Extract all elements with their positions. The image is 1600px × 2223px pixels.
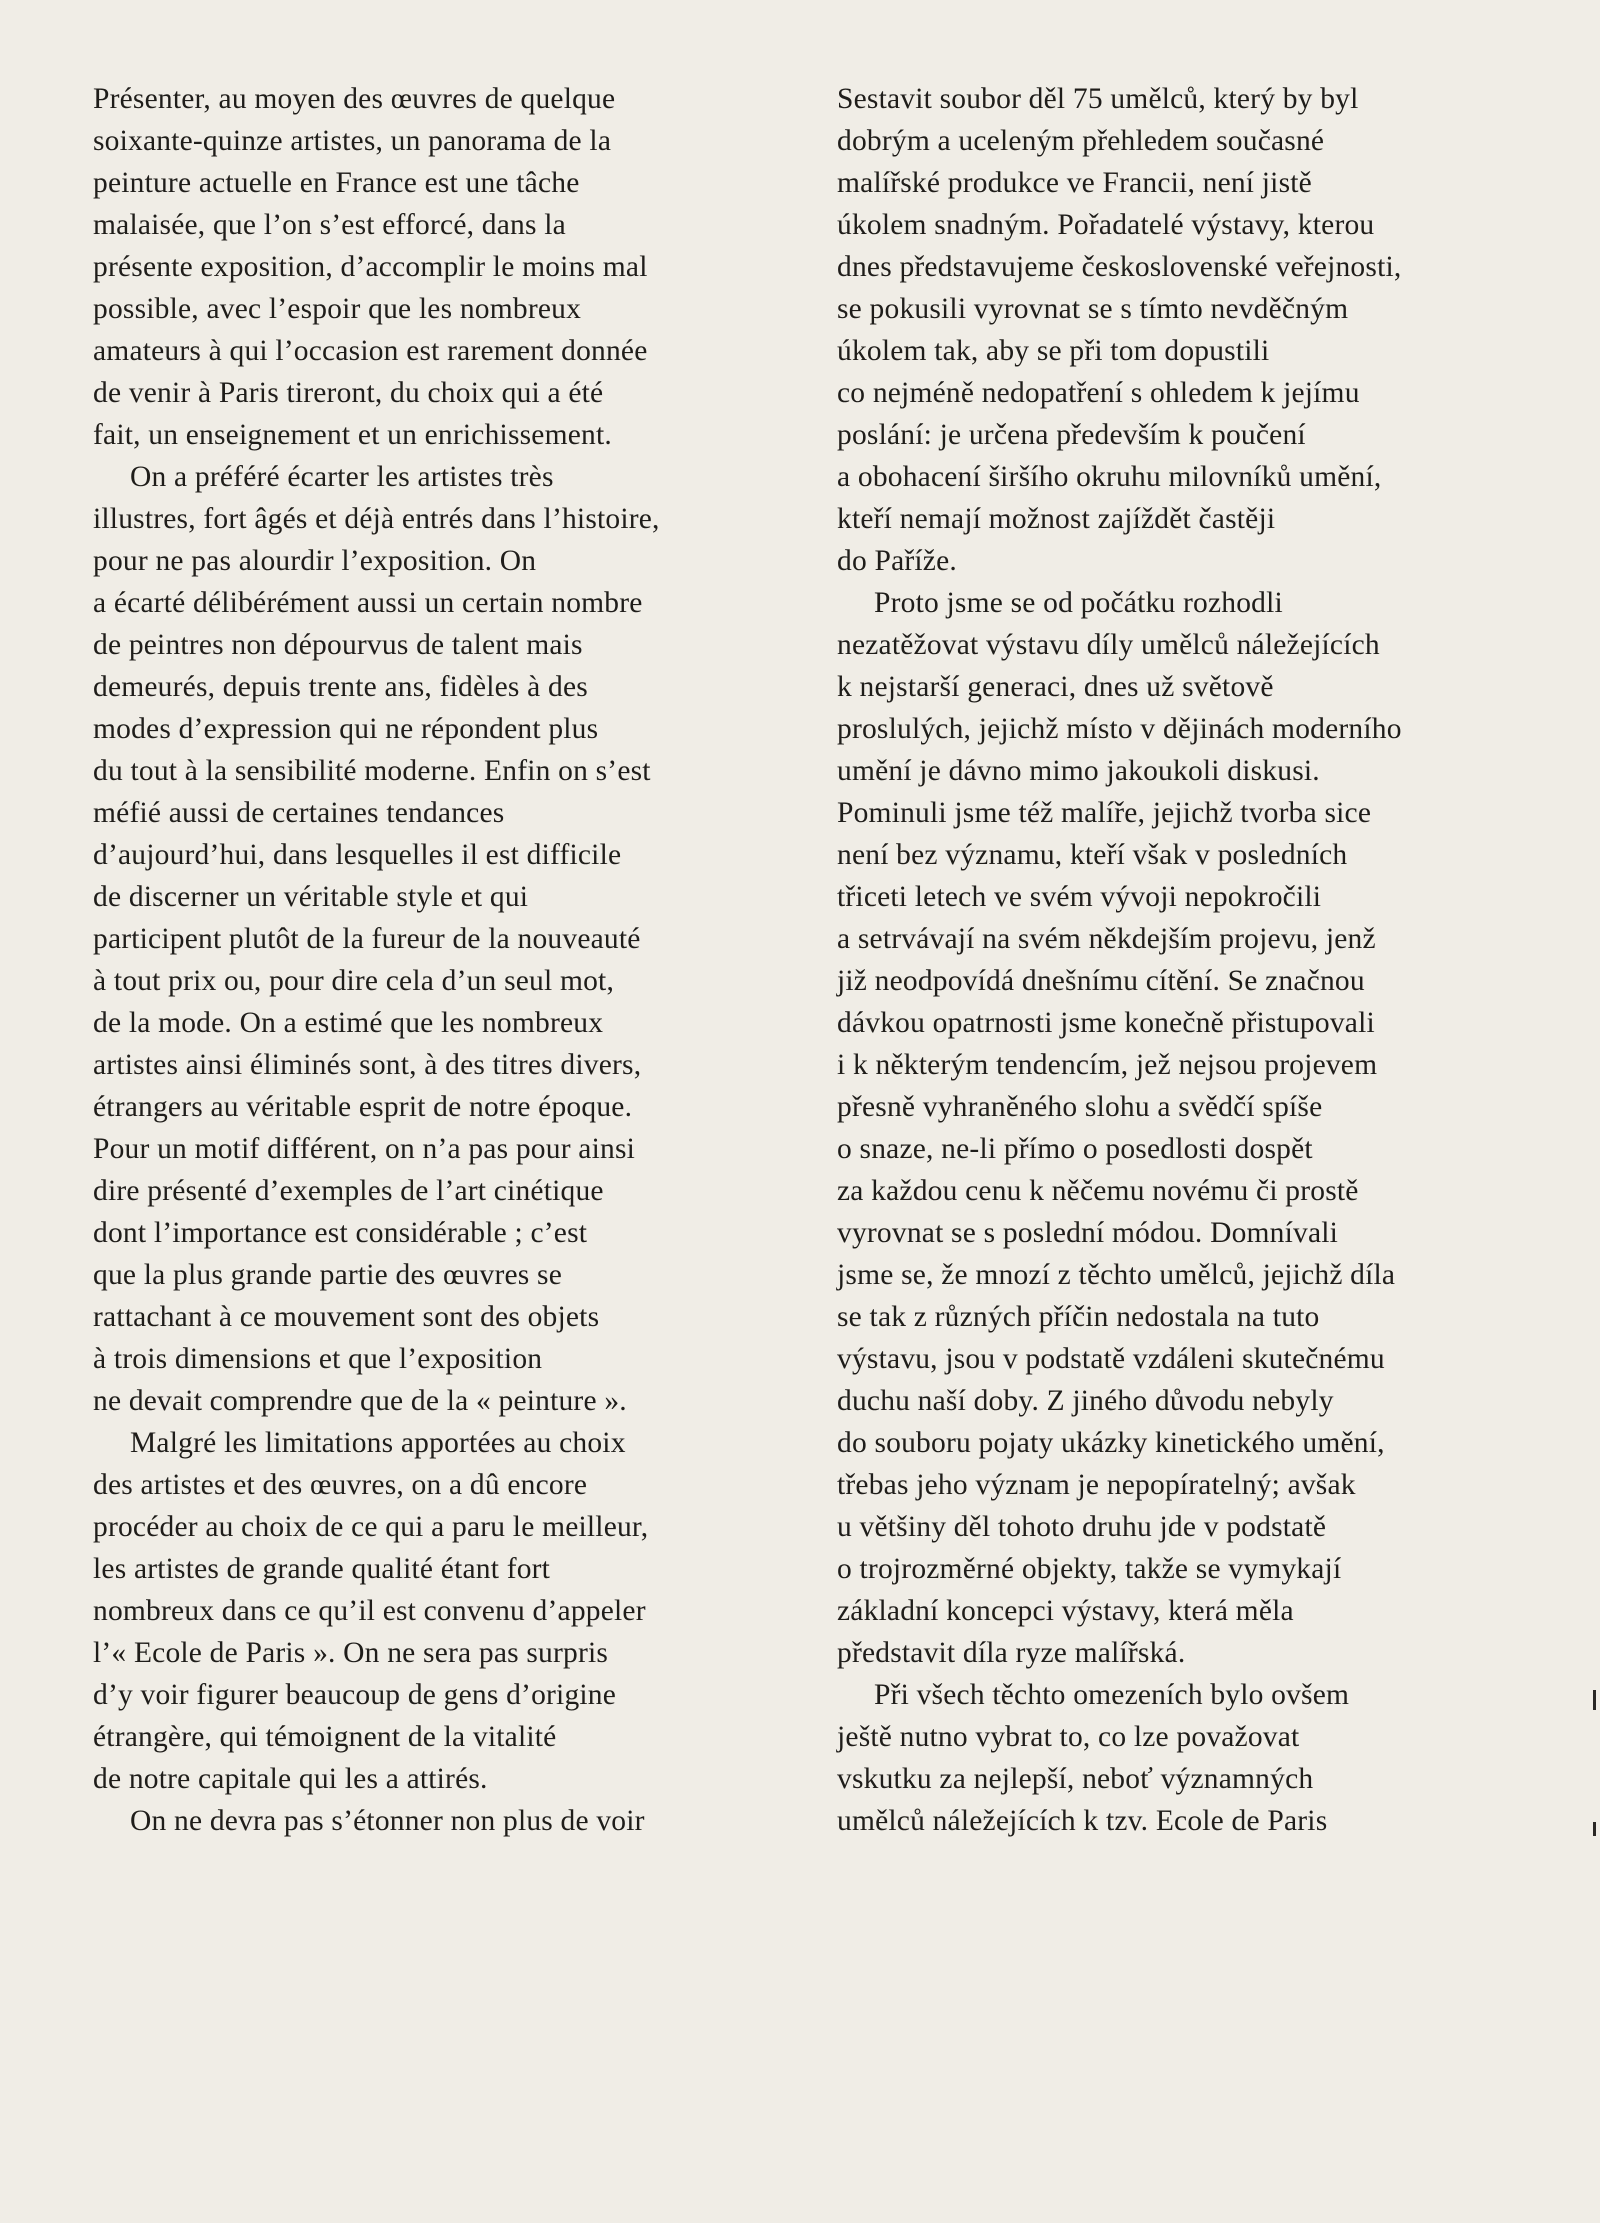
text-line: à tout prix ou, pour dire cela d’un seul mot,: [93, 965, 615, 997]
text-line: du tout à la sensibilité moderne. Enfin on s’est: [93, 755, 651, 787]
text-line: pour ne pas alourdir l’exposition. On: [93, 545, 537, 577]
text-line: fait, un enseignement et un enrichissement.: [93, 419, 612, 451]
text-line: Pour un motif différent, on n’a pas pour ainsi: [93, 1133, 636, 1165]
text-line: étrangers au véritable esprit de notre époque.: [93, 1091, 633, 1123]
text-line: představit díla ryze malířská.: [837, 1637, 1186, 1669]
text-line: dont l’importance est considérable ; c’est: [93, 1217, 588, 1249]
text-line: úkolem tak, aby se při tom dopustili: [837, 335, 1270, 367]
text-line: Présenter, au moyen des œuvres de quelque: [93, 83, 616, 115]
text-line: třiceti letech ve svém vývoji nepokročili: [837, 881, 1322, 913]
text-line: o trojrozměrné objekty, takže se vymykají: [837, 1553, 1342, 1585]
text-line: présente exposition, d’accomplir le moins mal: [93, 251, 648, 283]
text-line: vskutku za nejlepší, neboť významných: [837, 1763, 1314, 1795]
text-line: základní koncepci výstavy, která měla: [837, 1595, 1294, 1627]
text-line: dobrým a uceleným přehledem současné: [837, 125, 1325, 157]
text-line: již neodpovídá dnešnímu cítění. Se značnou: [837, 965, 1365, 997]
text-line: vyrovnat se s poslední módou. Domnívali: [837, 1217, 1339, 1249]
text-line: On a préféré écarter les artistes très: [130, 461, 554, 493]
text-line: třebas jeho význam je nepopíratelný; avšak: [837, 1469, 1356, 1501]
text-line: a écarté délibérément aussi un certain nombre: [93, 587, 643, 619]
text-line: kteří nemají možnost zajíždět častěji: [837, 503, 1276, 535]
text-line: za každou cenu k něčemu novému či prostě: [837, 1175, 1359, 1207]
text-line: se pokusili vyrovnat se s tímto nevděčným: [837, 293, 1349, 325]
text-line: Malgré les limitations apportées au choix: [130, 1427, 626, 1459]
text-line: malaisée, que l’on s’est efforcé, dans la: [93, 209, 566, 241]
text-line: étrangère, qui témoignent de la vitalité: [93, 1721, 557, 1753]
page-edge-mark: [1593, 1690, 1596, 1710]
text-line: nombreux dans ce qu’il est convenu d’appeler: [93, 1595, 646, 1627]
text-line: les artistes de grande qualité étant fort: [93, 1553, 551, 1585]
text-line: výstavu, jsou v podstatě vzdáleni skutečnému: [837, 1343, 1385, 1375]
text-line: dire présenté d’exemples de l’art cinétique: [93, 1175, 604, 1207]
text-line: umění je dávno mimo jakoukoli diskusi.: [837, 755, 1320, 787]
text-line: de discerner un véritable style et qui: [93, 881, 529, 913]
text-line: se tak z různých příčin nedostala na tuto: [837, 1301, 1320, 1333]
page-edge-mark: [1593, 1822, 1596, 1836]
text-line: poslání: je určena především k poučení: [837, 419, 1306, 451]
text-line: méfié aussi de certaines tendances: [93, 797, 505, 829]
text-line: a obohacení širšího okruhu milovníků umění,: [837, 461, 1382, 493]
text-line: l’« Ecole de Paris ». On ne sera pas surpris: [93, 1637, 609, 1669]
text-line: demeurés, depuis trente ans, fidèles à des: [93, 671, 588, 703]
text-line: do souboru pojaty ukázky kinetického umění,: [837, 1427, 1385, 1459]
text-line: u většiny děl tohoto druhu jde v podstatě: [837, 1511, 1327, 1543]
text-line: umělců náležejících k tzv. Ecole de Paris: [837, 1805, 1328, 1837]
text-line: que la plus grande partie des œuvres se: [93, 1259, 562, 1291]
text-line: duchu naší doby. Z jiného důvodu nebyly: [837, 1385, 1334, 1417]
text-line: dávkou opatrnosti jsme konečně přistupovali: [837, 1007, 1375, 1039]
text-line: úkolem snadným. Pořadatelé výstavy, kterou: [837, 209, 1375, 241]
text-line: des artistes et des œuvres, on a dû encore: [93, 1469, 588, 1501]
text-line: de venir à Paris tireront, du choix qui a été: [93, 377, 604, 409]
text-line: jsme se, že mnozí z těchto umělců, jejichž díla: [837, 1259, 1396, 1291]
text-line: de la mode. On a estimé que les nombreux: [93, 1007, 604, 1039]
text-line: soixante-quinze artistes, un panorama de la: [93, 125, 612, 157]
text-line: à trois dimensions et que l’exposition: [93, 1343, 543, 1375]
text-line: do Paříže.: [837, 545, 957, 577]
text-line: ne devait comprendre que de la « peinture ».: [93, 1385, 627, 1417]
text-line: rattachant à ce mouvement sont des objets: [93, 1301, 600, 1333]
text-line: possible, avec l’espoir que les nombreux: [93, 293, 582, 325]
text-line: amateurs à qui l’occasion est rarement donnée: [93, 335, 648, 367]
text-line: procéder au choix de ce qui a paru le meilleur,: [93, 1511, 649, 1543]
text-line: d’aujourd’hui, dans lesquelles il est difficile: [93, 839, 622, 871]
text-line: o snaze, ne-li přímo o posedlosti dospět: [837, 1133, 1313, 1165]
text-line: artistes ainsi éliminés sont, à des titres divers,: [93, 1049, 642, 1081]
text-line: On ne devra pas s’étonner non plus de voir: [130, 1805, 645, 1837]
text-line: a setrvávají na svém někdejším projevu, jenž: [837, 923, 1376, 955]
text-line: co nejméně nedopatření s ohledem k jejímu: [837, 377, 1360, 409]
text-line: d’y voir figurer beaucoup de gens d’origine: [93, 1679, 617, 1711]
text-line: modes d’expression qui ne répondent plus: [93, 713, 599, 745]
text-line: Při všech těchto omezeních bylo ovšem: [874, 1679, 1350, 1711]
french-text-column: [93, 78, 793, 1842]
text-line: ještě nutno vybrat to, co lze považovat: [837, 1721, 1300, 1753]
text-line: Sestavit soubor děl 75 umělců, který by byl: [837, 83, 1359, 115]
text-line: Proto jsme se od počátku rozhodli: [874, 587, 1283, 619]
text-line: není bez významu, kteří však v posledních: [837, 839, 1348, 871]
text-line: malířské produkce ve Francii, není jistě: [837, 167, 1312, 199]
text-line: nezatěžovat výstavu díly umělců náležejících: [837, 629, 1380, 661]
text-line: k nejstarší generaci, dnes už světově: [837, 671, 1274, 703]
text-line: peinture actuelle en France est une tâche: [93, 167, 580, 199]
text-line: de notre capitale qui les a attirés.: [93, 1763, 488, 1795]
text-line: participent plutôt de la fureur de la nouveauté: [93, 923, 641, 955]
text-line: de peintres non dépourvus de talent mais: [93, 629, 583, 661]
text-line: dnes představujeme československé veřejnosti,: [837, 251, 1402, 283]
text-line: Pominuli jsme též malíře, jejichž tvorba sice: [837, 797, 1372, 829]
text-line: i k některým tendencím, jež nejsou projevem: [837, 1049, 1378, 1081]
text-line: proslulých, jejichž místo v dějinách moderního: [837, 713, 1402, 745]
text-line: přesně vyhraněného slohu a svědčí spíše: [837, 1091, 1323, 1123]
text-line: illustres, fort âgés et déjà entrés dans l’histoire,: [93, 503, 660, 535]
czech-text-column: [837, 78, 1537, 1842]
